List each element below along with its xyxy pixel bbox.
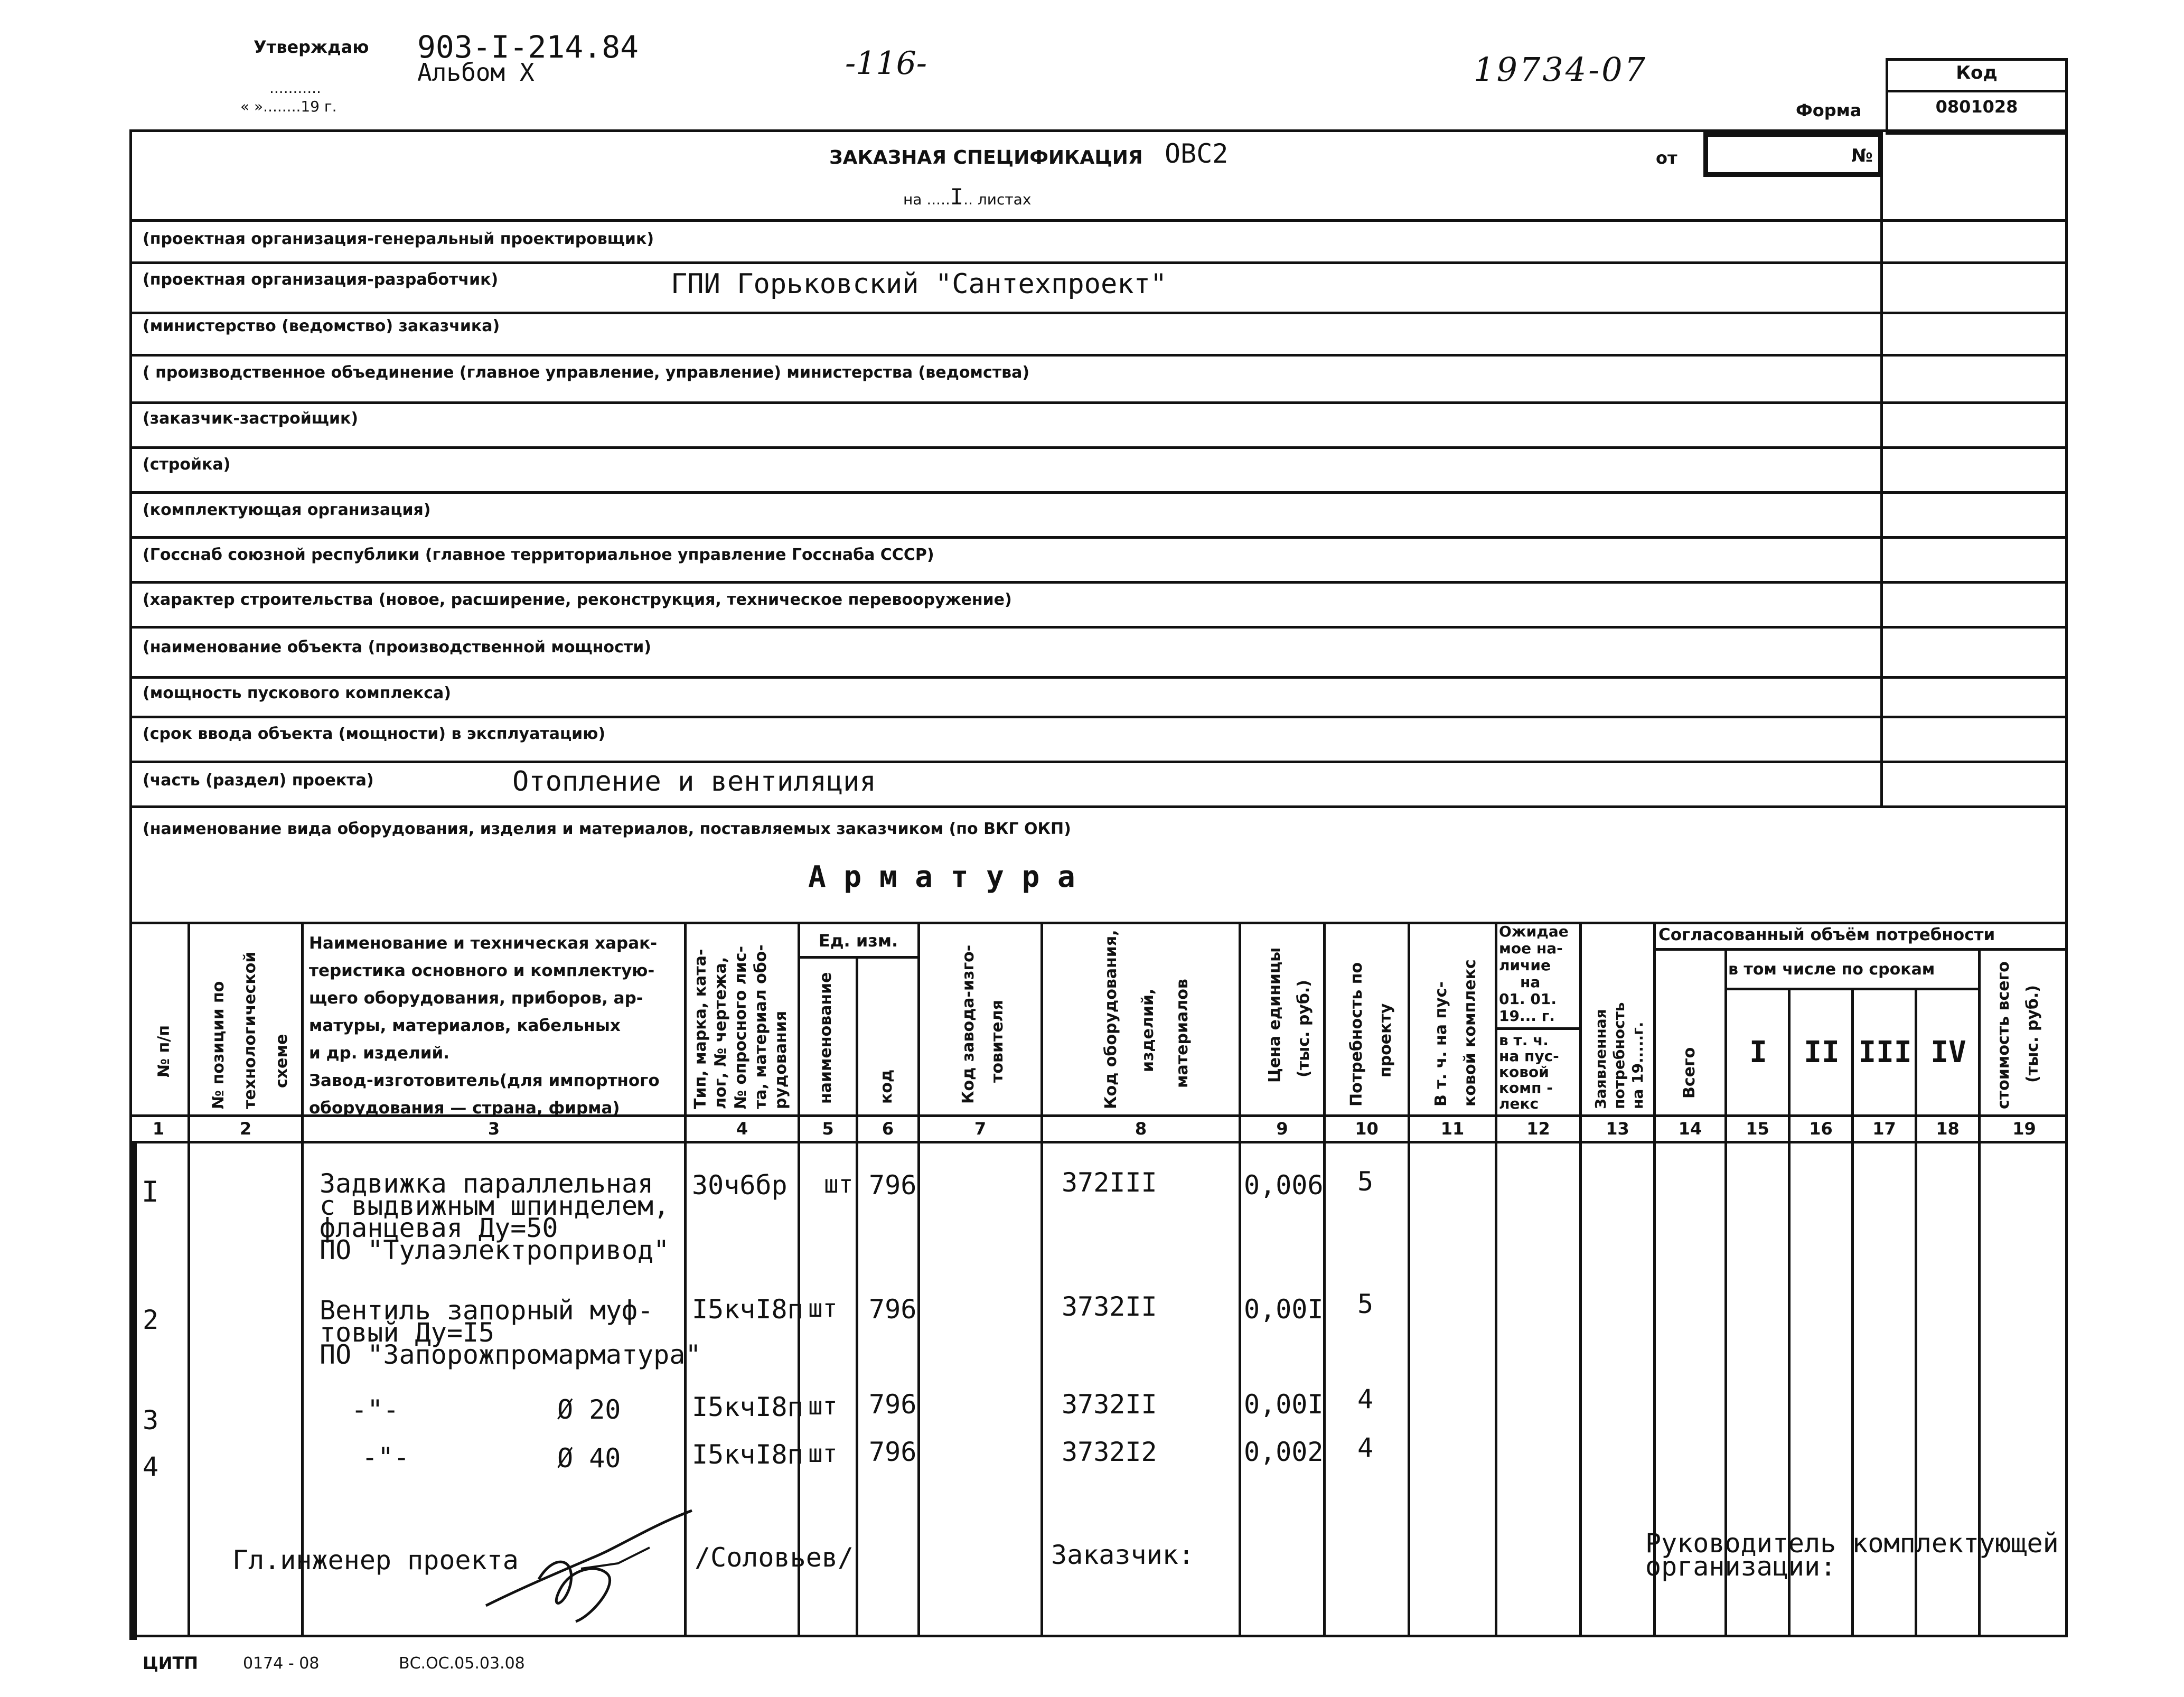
row-name-ditto: -"-	[362, 1442, 410, 1473]
row-unit: шт	[808, 1439, 838, 1468]
row-number: 3	[143, 1405, 159, 1436]
field-label-general-designer: (проектная организация-генеральный проектировщик)	[143, 230, 654, 248]
album-label: Альбом X	[417, 58, 535, 87]
col-header-10b: проекту	[1376, 1003, 1395, 1077]
col-header-11b: ковой комплекс	[1461, 959, 1479, 1107]
row-number: 2	[143, 1305, 159, 1335]
col-header-2b: технологической	[241, 951, 259, 1109]
row-unit: шт	[808, 1294, 838, 1323]
row-unit-code: 796	[869, 1294, 917, 1325]
row-qty: 4	[1357, 1384, 1374, 1414]
row-unit-code: 796	[869, 1170, 917, 1201]
col-header-10a: Потребность по	[1347, 962, 1366, 1107]
from-label: от	[1656, 148, 1677, 168]
col-number: 3	[488, 1119, 500, 1139]
kod-label: Код	[1956, 62, 1998, 83]
row-name-size: Ø 20	[557, 1394, 621, 1425]
col-number: 12	[1526, 1119, 1550, 1139]
row-price: 0,002	[1244, 1437, 1324, 1467]
field-label-project-part: (часть (раздел) проекта)	[143, 771, 374, 790]
row-type: I5кчI8п	[692, 1294, 803, 1325]
col-header-2a: № позиции по	[209, 981, 228, 1109]
forma-label: Форма	[1796, 100, 1862, 120]
row-unit: шт	[824, 1170, 854, 1198]
col-header-15: I	[1749, 1035, 1767, 1070]
col-header-19b: (тыс. руб.)	[2023, 985, 2042, 1083]
spec-code: ОВС2	[1165, 138, 1229, 169]
col-number: 5	[822, 1119, 834, 1139]
row-unit: шт	[808, 1392, 838, 1420]
row-qty: 4	[1357, 1432, 1374, 1463]
forma-code: 0801028	[1935, 97, 2018, 117]
field-label-construction: (стройка)	[143, 455, 231, 474]
col-header-17: III	[1858, 1035, 1912, 1070]
row-name: Вентиль запорный муф- товый Ду=I5 ПО "Запорожпромарматура"	[320, 1295, 701, 1370]
col-header-5: наименование	[817, 972, 835, 1104]
row-type: I5кчI8п	[692, 1392, 803, 1422]
footer-org: ЦИТП	[143, 1653, 199, 1673]
equipment-type-label: (наименование вида оборудования, изделия и материалов, поставляемых заказчиком (по ВКГ ОКП)	[143, 820, 1071, 838]
col-header-18: IV	[1930, 1035, 1966, 1070]
field-label-developer: (проектная организация-разработчик)	[143, 270, 499, 289]
terms-header: в том числе по срокам	[1728, 960, 1935, 979]
col-header-8c: материалов	[1173, 979, 1192, 1088]
col-header-4e: рудования	[772, 1010, 790, 1109]
col-header-2c: схеме	[273, 1034, 291, 1088]
col-header-13c: на 19.....г.	[1629, 1021, 1646, 1109]
customer-label: Заказчик:	[1051, 1540, 1194, 1570]
col-number: 14	[1678, 1119, 1702, 1139]
row-code: 372III	[1062, 1167, 1157, 1198]
footer-code: ВС.ОС.05.03.08	[399, 1654, 525, 1673]
registration-number: 19734-07	[1474, 50, 1648, 89]
col-header-1: № п/п	[155, 1025, 173, 1077]
row-price: 0,006	[1244, 1170, 1324, 1201]
row-name-ditto: -"-	[351, 1394, 399, 1425]
field-label-supplier-org: (комплектующая организация)	[143, 501, 431, 519]
row-code: 3732I2	[1062, 1437, 1157, 1467]
col-header-16: II	[1804, 1035, 1840, 1070]
field-label-commissioning: (срок ввода объекта (мощности) в эксплуатацию)	[143, 725, 606, 743]
row-name: Задвижка параллельная с выдвижным шпинделем, фланцевая Ду=50 ПО "Тулаэлектропривод"	[320, 1168, 670, 1265]
row-qty: 5	[1357, 1166, 1374, 1197]
col-header-4c: № опросного лис-	[732, 945, 750, 1109]
col-header-7b: товителя	[988, 1000, 1007, 1083]
col-header-13a: Заявленная	[1592, 1009, 1609, 1109]
field-value-developer: ГПИ Горьковский "Сантехпроект"	[671, 268, 1167, 300]
table-top-line	[129, 922, 2068, 924]
field-label-association: ( производственное объединение (главное управление, управление) министерства (ведомства)	[143, 363, 1030, 382]
field-label-customer-builder: (заказчик-застройщик)	[143, 409, 359, 428]
row-unit-code: 796	[869, 1389, 917, 1420]
row-code: 3732II	[1062, 1291, 1157, 1322]
approve-label: Утверждаю	[254, 37, 369, 57]
col-number: 6	[882, 1119, 894, 1139]
col-header-19a: стоимость всего	[1994, 961, 2013, 1109]
row-price: 0,00I	[1244, 1294, 1324, 1325]
col-header-7a: Код завода-изго-	[959, 944, 978, 1104]
field-value-project-part: Отопление и вентиляция	[512, 766, 876, 798]
footer-number: 0174 - 08	[243, 1654, 320, 1673]
col-header-9b: (тыс. руб.)	[1295, 980, 1313, 1077]
col-number: 18	[1936, 1119, 1960, 1139]
col-header-11a: В т. ч. на пус-	[1432, 981, 1450, 1107]
col-header-14: Всего	[1680, 1047, 1699, 1099]
row-code: 3732II	[1062, 1389, 1157, 1420]
doc-code: 903-I-214.84	[417, 29, 639, 65]
field-label-ministry: (министерство (ведомство) заказчика)	[143, 317, 500, 335]
col-number: 7	[974, 1119, 987, 1139]
chief-engineer-label: Гл.инженер проекта	[232, 1545, 519, 1576]
col-header-4b: лог, № чертежа,	[711, 957, 730, 1109]
col-number: 10	[1355, 1119, 1379, 1139]
col-header-12-top: Ожидае мое на- личие на 01. 01. 19... г.	[1499, 923, 1569, 1025]
row-number: I	[142, 1175, 159, 1208]
col-number: 2	[239, 1119, 252, 1139]
page-number: -116-	[845, 45, 927, 82]
supplier-head-label: Руководитель комплектующей организации:	[1645, 1528, 2059, 1582]
col-number: 17	[1872, 1119, 1896, 1139]
col-number: 4	[736, 1119, 748, 1139]
col-number: 19	[2012, 1119, 2036, 1139]
col-number: 9	[1276, 1119, 1288, 1139]
col-header-8b: изделий,	[1139, 988, 1157, 1072]
field-label-construction-type: (характер строительства (новое, расширение, реконструкция, техническое перевооружение)	[143, 590, 1012, 609]
row-type: I5кчI8п	[692, 1439, 803, 1470]
signature-scribble	[475, 1500, 708, 1627]
approve-date: « »........19 г.	[240, 98, 337, 115]
col-number: 11	[1440, 1119, 1465, 1139]
row-number: 4	[143, 1451, 159, 1482]
col-header-9a: Цена единицы	[1266, 947, 1284, 1083]
field-label-gossnab: (Госснаб союзной республики (главное территориальное управление Госснаба СССР)	[143, 546, 934, 564]
number-label: №	[1851, 145, 1873, 166]
equipment-type-value: А р м а т у р а	[808, 860, 1075, 894]
col-header-3: Наименование и техническая харак- теристика основного и комплектую- щего оборудования, приборов, ар- матуры, материалов, кабельных и др. изделий. Завод-изготовитель(для импортного оборудования — страна, фирма)	[309, 934, 660, 1118]
col-header-12-bottom: в т. ч. на пус- ковой комп - лекс	[1499, 1032, 1559, 1112]
unit-header: Ед. изм.	[818, 931, 898, 951]
col-number: 1	[152, 1119, 165, 1139]
field-label-object-name: (наименование объекта (производственной мощности)	[143, 638, 651, 657]
col-header-4a: Тип, марка, ката-	[691, 949, 710, 1109]
col-header-4d: та, материал обо-	[752, 944, 770, 1109]
col-header-8a: Код оборудования,	[1102, 930, 1120, 1109]
col-number: 8	[1135, 1119, 1147, 1139]
approve-dots: ...........	[269, 79, 321, 97]
col-header-13b: потребность	[1610, 1002, 1628, 1109]
sheets-line: на .....I.. листах	[903, 184, 1032, 210]
col-header-6: код	[877, 1069, 896, 1104]
field-label-capacity: (мощность пускового комплекса)	[143, 684, 451, 702]
row-price: 0,00I	[1244, 1389, 1324, 1420]
col-number: 16	[1809, 1119, 1833, 1139]
col-number: 15	[1746, 1119, 1769, 1139]
row-name-size: Ø 40	[557, 1443, 621, 1474]
col-number: 13	[1606, 1119, 1629, 1139]
row-type: 30ч6бр	[692, 1170, 788, 1201]
spec-title: ЗАКАЗНАЯ СПЕЦИФИКАЦИЯ	[829, 147, 1143, 168]
row-qty: 5	[1357, 1289, 1374, 1319]
agreed-volume-header: Согласованный объём потребности	[1658, 925, 1995, 944]
row-unit-code: 796	[869, 1437, 917, 1467]
chief-engineer-name: /Соловьев/	[695, 1542, 854, 1573]
